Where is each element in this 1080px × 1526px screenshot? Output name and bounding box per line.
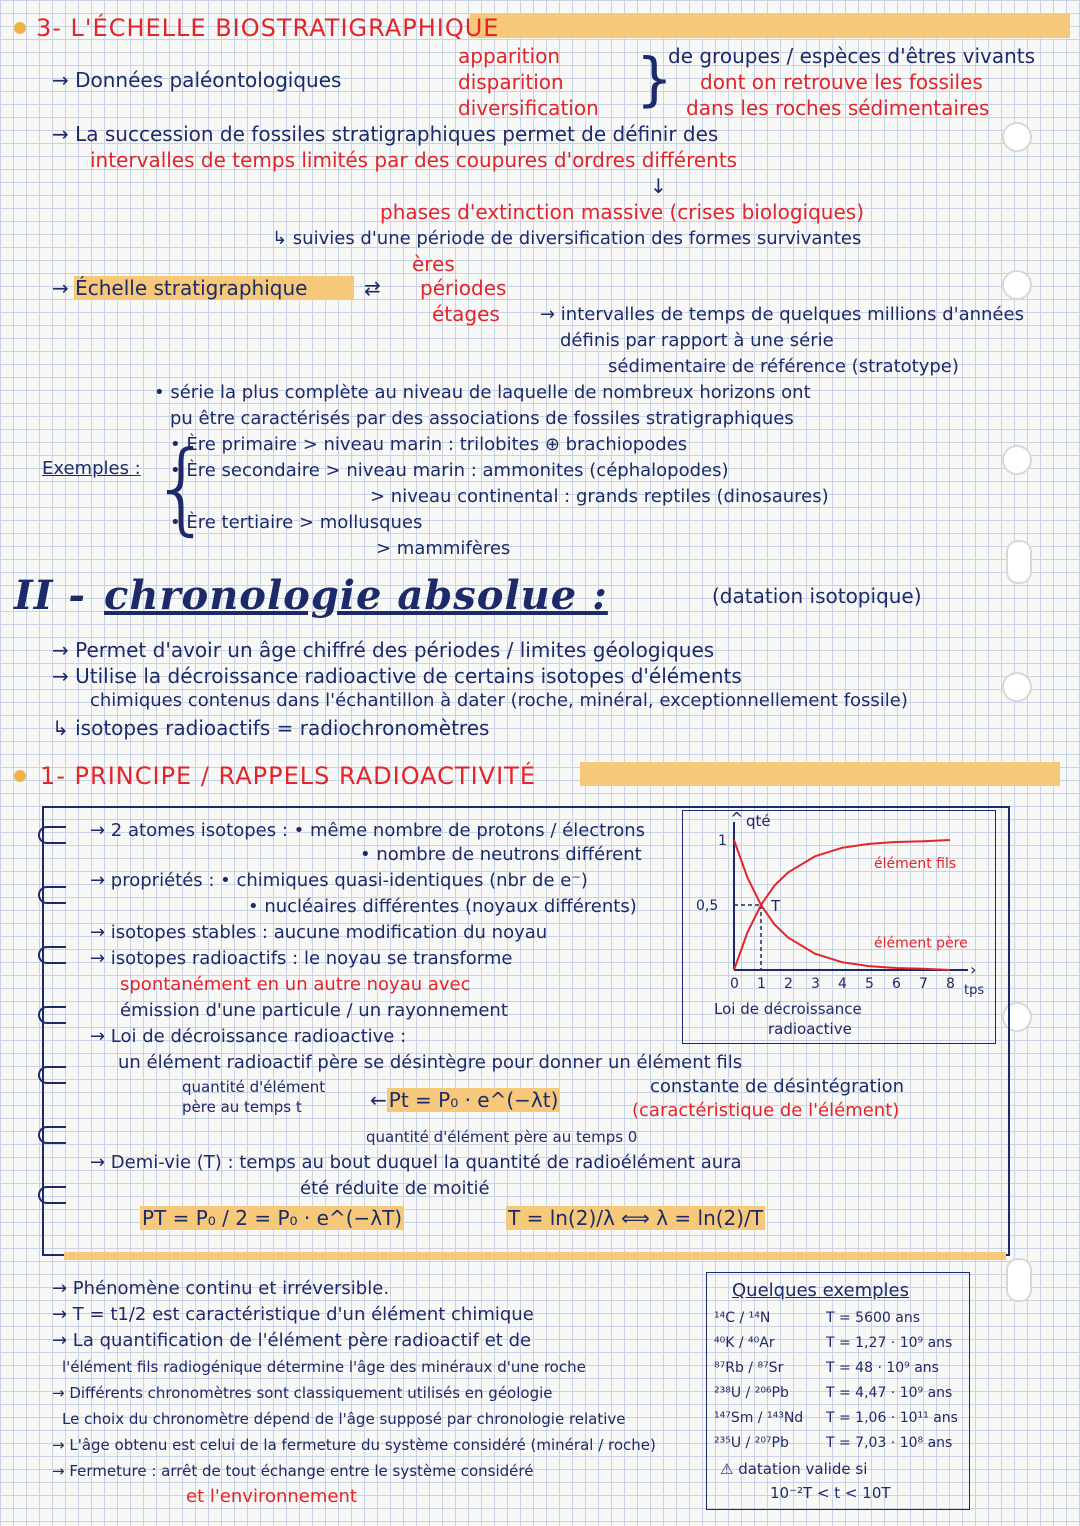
extinction-line: phases d'extinction massive (crises biologiques) [380,200,864,224]
echelle-label: → Échelle stratigraphique [52,276,308,300]
x-axis-arrow: › [970,960,977,979]
donnees-item: disparition [458,70,564,94]
example-row [714,1331,964,1356]
series-label-pere: élément père [874,935,968,952]
donnees-brace: } [636,45,673,113]
principe-line: → isotopes stables : aucune modification du noyau [90,922,548,943]
lambda-formula: T = ln(2)/λ ⟺ λ = ln(2)/T [508,1206,764,1230]
x-tick-label: 7 [919,976,928,992]
quantite-t: quantité d'élément [182,1078,326,1096]
example-row [714,1381,964,1406]
bottom-line: → Différents chronomètres sont classiquement utilisés en géologie [52,1384,553,1402]
x-tick-label: 3 [811,976,820,992]
principe-line: → propriétés : • chimiques quasi-identiques (nbr de e⁻) [90,870,588,891]
title-highlight [580,762,1060,786]
exemple-line: • Ère tertiaire > mollusques [170,512,423,533]
x-tick-label: 6 [892,976,901,992]
echelle-item: étages [432,302,500,326]
bottom-line: → Phénomène continu et irréversible. [52,1278,390,1299]
example-isotope: ²³⁸U / ²⁰⁶Pb [714,1385,789,1401]
y-tick-label: 0,5 [696,898,719,914]
example-isotope: ¹⁴⁷Sm / ¹⁴³Nd [714,1410,804,1426]
principe-line: spontanément en un autre noyau avec [120,974,471,995]
x-axis-label: tps [964,983,985,998]
donnees-desc: dans les roches sédimentaires [686,96,990,120]
exemples-label: Exemples : [42,458,141,479]
example-isotope: ¹⁴C / ¹⁴N [714,1310,771,1326]
bottom-line: → Fermeture : arrêt de tout échange entre le système considéré [52,1462,534,1480]
down-arrow: ↓ [650,174,667,198]
bottom-line: l'élément fils radiogénique détermine l'âge des minéraux d'une roche [62,1358,586,1376]
spiral-ring [38,946,66,964]
examples-list [714,1306,964,1456]
exemple-line: • Ère primaire > niveau marin : trilobites ⊕ brachiopodes [170,434,688,455]
exemple-line: • Ère secondaire > niveau marin : ammonites (céphalopodes) [170,460,729,481]
y-axis-arrow: ^ [730,812,744,828]
principe-line: → 2 atomes isotopes : • même nombre de protons / électrons [90,820,646,841]
validity-line: ⚠ datation valide si [720,1460,868,1478]
x-tick-label: 0 [730,976,739,992]
spiral-ring [38,1006,66,1024]
chart-caption: Loi de décroissance [714,1000,862,1018]
succession-line: → La succession de fossiles stratigraphiques permet de définir des [52,122,719,146]
title-highlight [470,14,1070,38]
section2-line: → Utilise la décroissance radioactive de certains isotopes d'éléments [52,664,742,688]
example-row [714,1306,964,1331]
exemple-line: > niveau continental : grands reptiles (dinosaures) [370,486,829,507]
bottom-line: → T = t1/2 est caractéristique d'un élément chimique [52,1304,534,1325]
section2-subtitle: (datation isotopique) [712,584,922,608]
example-isotope: ²³⁵U / ²⁰⁷Pb [714,1435,789,1451]
demivie-line: → Demi-vie (T) : temps au bout duquel la quantité de radioélément aura [90,1152,742,1173]
donnees-label: → Données paléontologiques [52,68,342,92]
validity-line: 10⁻²T < t < 10T [770,1484,891,1502]
donnees-item: diversification [458,96,599,120]
serie-line: • série la plus complète au niveau de laquelle de nombreux horizons ont [154,382,811,403]
binder-hole [1006,540,1032,584]
demivie-formula: PT = P₀ / 2 = P₀ · e^(−λT) [142,1206,403,1230]
principe-line: → isotopes radioactifs : le noyau se transforme [90,948,513,969]
exemple-line: > mammifères [376,538,511,559]
intervalles-line: → intervalles de temps de quelques millions d'années [540,304,1024,325]
x-tick-label: 5 [865,976,874,992]
example-isotope: ⁴⁰K / ⁴⁰Ar [714,1335,775,1351]
section2-line: chimiques contenus dans l'échantillon à dater (roche, minéral, exceptionnellement fossile) [90,690,908,711]
examples-title: Quelques exemples [732,1280,910,1301]
principe-line: un élément radioactif père se désintègre pour donner un élément fils [118,1052,743,1073]
principe-line: → Loi de décroissance radioactive : [90,1026,407,1047]
example-halflife: T = 48 · 10⁹ ans [826,1360,939,1376]
bottom-line: et l'environnement [186,1486,357,1507]
binder-hole [1002,122,1032,152]
example-halflife: T = 1,06 · 10¹¹ ans [826,1410,958,1426]
y-tick-label: 1 [718,833,727,849]
section2-title: chronologie absolue : [104,572,608,619]
y-axis-label: qté [746,812,771,830]
principe-title: 1- PRINCIPE / RAPPELS RADIOACTIVITÉ [40,762,536,790]
decay-chart [684,812,996,1044]
demivie-line: été réduite de moitié [300,1178,490,1199]
chart-caption: radioactive [768,1020,852,1038]
half-life-marker: T [771,897,781,915]
donnees-desc: dont on retrouve les fossiles [700,70,983,94]
spiral-ring [38,886,66,904]
section2-number: II - [14,572,86,619]
example-halflife: T = 5600 ans [826,1310,921,1326]
x-tick-label: 2 [784,976,793,992]
spiral-ring [38,826,66,844]
section2-line: → Permet d'avoir un âge chiffré des périodes / limites géologiques [52,638,715,662]
bullet-dot [14,22,26,34]
donnees-desc: de groupes / espèces d'êtres vivants [668,44,1036,68]
echelle-arrows: ⇄ [364,276,381,300]
principe-line: • nombre de neutrons différent [360,844,642,865]
echelle-item: périodes [420,276,507,300]
section2-line: ↳ isotopes radioactifs = radiochronomètres [52,716,490,740]
binder-hole [1002,672,1032,702]
example-row [714,1406,964,1431]
binder-hole [1002,445,1032,475]
quantite-0: quantité d'élément père au temps 0 [366,1128,638,1146]
spiral-ring [38,1066,66,1084]
example-halflife: T = 7,03 · 10⁸ ans [826,1435,953,1451]
donnees-item: apparition [458,44,560,68]
x-tick-label: 4 [838,976,847,992]
section-title: 3- L'ÉCHELLE BIOSTRATIGRAPHIQUE [36,14,500,42]
suivies-line: ↳ suivies d'une période de diversification des formes survivantes [272,228,862,249]
binder-hole [1002,270,1032,300]
example-isotope: ⁸⁷Rb / ⁸⁷Sr [714,1360,784,1376]
serie-line: pu être caractérisés par des associations de fossiles stratigraphiques [170,408,794,429]
exemples-brace: { [150,429,214,546]
constante-line: (caractéristique de l'élément) [632,1100,900,1121]
example-row [714,1431,964,1456]
bottom-line: → La quantification de l'élément père radioactif et de [52,1330,532,1351]
decay-formula: ← Pt = P₀ · e^(−λt) [370,1088,559,1112]
series-label-fils: élément fils [874,856,957,872]
binder-hole [1006,1258,1032,1302]
x-tick-label: 1 [757,976,766,992]
x-tick-label: 8 [946,976,955,992]
example-halflife: T = 4,47 · 10⁹ ans [826,1385,953,1401]
spiral-ring [38,1126,66,1144]
bottom-line: → L'âge obtenu est celui de la fermeture du système considéré (minéral / roche) [52,1436,656,1454]
spiral-ring [38,1186,66,1204]
intervalles-line: sédimentaire de référence (stratotype) [608,356,959,377]
constante-line: constante de désintégration [650,1076,905,1097]
principe-line: émission d'une particule / un rayonnement [120,1000,508,1021]
frame-shadow [64,1252,1006,1260]
example-row [714,1356,964,1381]
bullet-dot [14,770,26,782]
principe-line: • nucléaires différentes (noyaux différents) [248,896,637,917]
intervalles-line: définis par rapport à une série [560,330,834,351]
succession-line: intervalles de temps limités par des coupures d'ordres différents [90,148,738,172]
quantite-t: père au temps t [182,1098,302,1116]
example-halflife: T = 1,27 · 10⁹ ans [826,1335,953,1351]
bottom-line: Le choix du chronomètre dépend de l'âge supposé par chronologie relative [62,1410,626,1428]
echelle-item: ères [412,252,455,276]
